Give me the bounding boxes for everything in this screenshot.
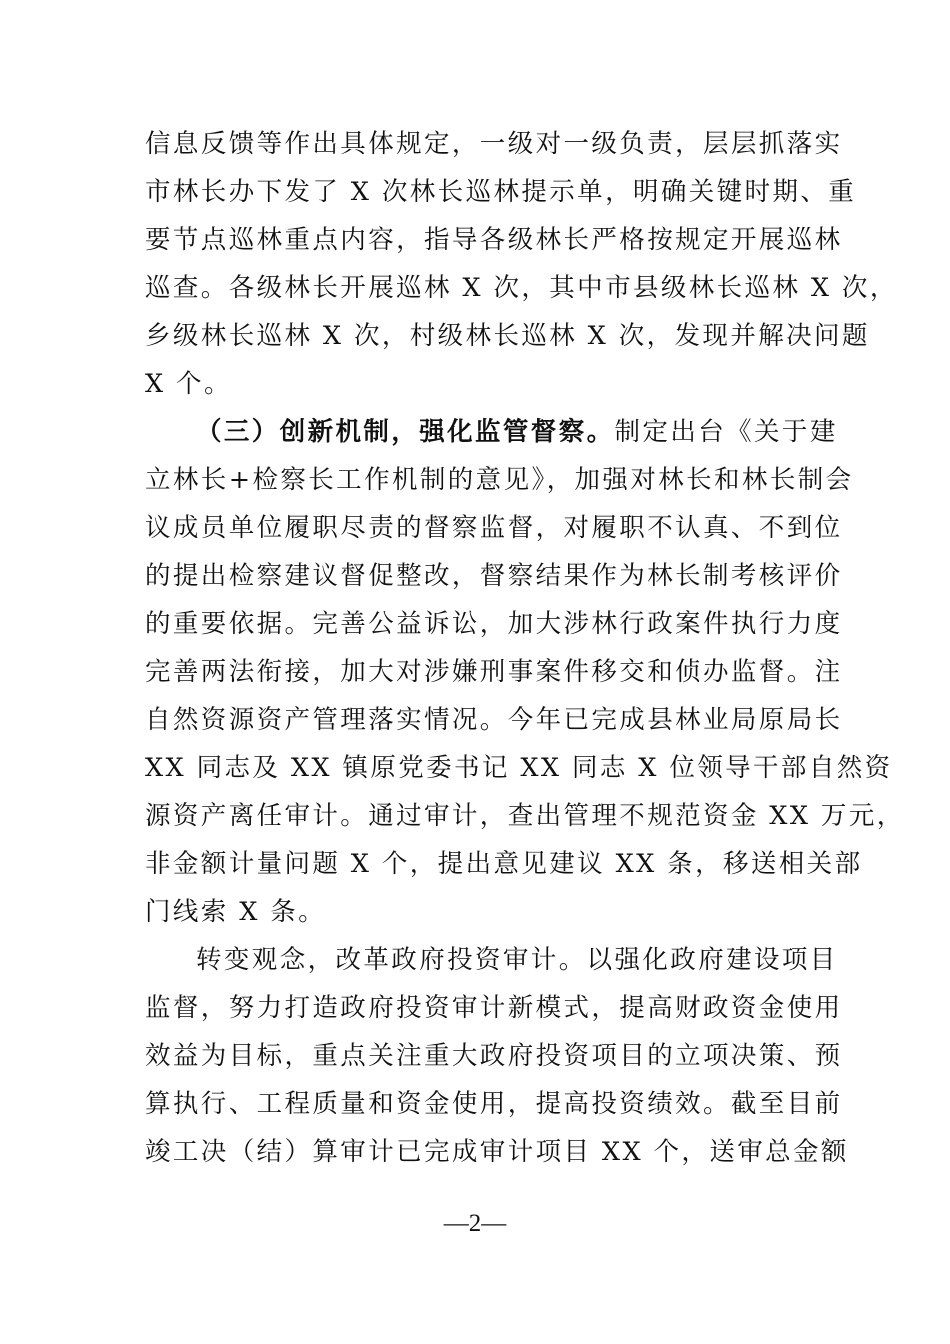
text-line: 议成员单位履职尽责的督察监督，对履职不认真、不到位 xyxy=(145,513,843,543)
text-line: 竣工决（结）算审计已完成审计项目 XX 个，送审总金额 xyxy=(145,1137,849,1167)
text-line: 非金额计量问题 X 个，提出意见建议 XX 条，移送相关部 xyxy=(145,849,863,879)
text-line: X 个。 xyxy=(145,369,232,399)
section-heading: （三）创新机制，强化监管督察。 xyxy=(196,417,615,447)
text-line: 要节点巡林重点内容，指导各级林长严格按规定开展巡林 xyxy=(145,225,843,255)
text-line: 效益为目标，重点关注重大政府投资项目的立项决策、预 xyxy=(145,1041,843,1071)
text-line: 门线索 X 条。 xyxy=(145,897,327,927)
text-line: 信息反馈等作出具体规定，一级对一级负责，层层抓落实 xyxy=(145,129,843,159)
text-line: 乡级林长巡林 X 次，村级林长巡林 X 次，发现并解决问题 xyxy=(145,321,870,351)
section-heading-continuation: 制定出台《关于建 xyxy=(614,417,838,447)
page-number: —2— xyxy=(443,1210,507,1237)
text-line: XX 同志及 XX 镇原党委书记 XX 同志 X 位领导干部自然资 xyxy=(145,753,893,783)
text-line: 的重要依据。完善公益诉讼，加大涉林行政案件执行力度 xyxy=(145,609,843,639)
text-line: 源资产离任审计。通过审计，查出管理不规范资金 XX 万元， xyxy=(145,801,905,831)
text-line: 市林长办下发了 X 次林长巡林提示单，明确关键时期、重 xyxy=(145,177,857,207)
text-line: 立林长+检察长工作机制的意见》，加强对林长和林长制会 xyxy=(145,465,854,495)
text-line: 的提出检察建议督促整改，督察结果作为林长制考核评价 xyxy=(145,561,843,591)
text-line: 自然资源资产管理落实情况。今年已完成县林业局原局长 xyxy=(145,705,843,735)
text-line: 监督，努力打造政府投资审计新模式，提高财政资金使用 xyxy=(145,993,843,1023)
text-line: 完善两法衔接，加大对涉嫌刑事案件移交和侦办监督。注 xyxy=(145,657,843,687)
text-line: 算执行、工程质量和资金使用，提高投资绩效。截至目前 xyxy=(145,1089,843,1119)
text-line: 巡查。各级林长开展巡林 X 次，其中市县级林长巡林 X 次， xyxy=(145,273,898,303)
text-line: 转变观念，改革政府投资审计。以强化政府建设项目 xyxy=(196,945,838,975)
section-heading-line xyxy=(196,408,838,456)
